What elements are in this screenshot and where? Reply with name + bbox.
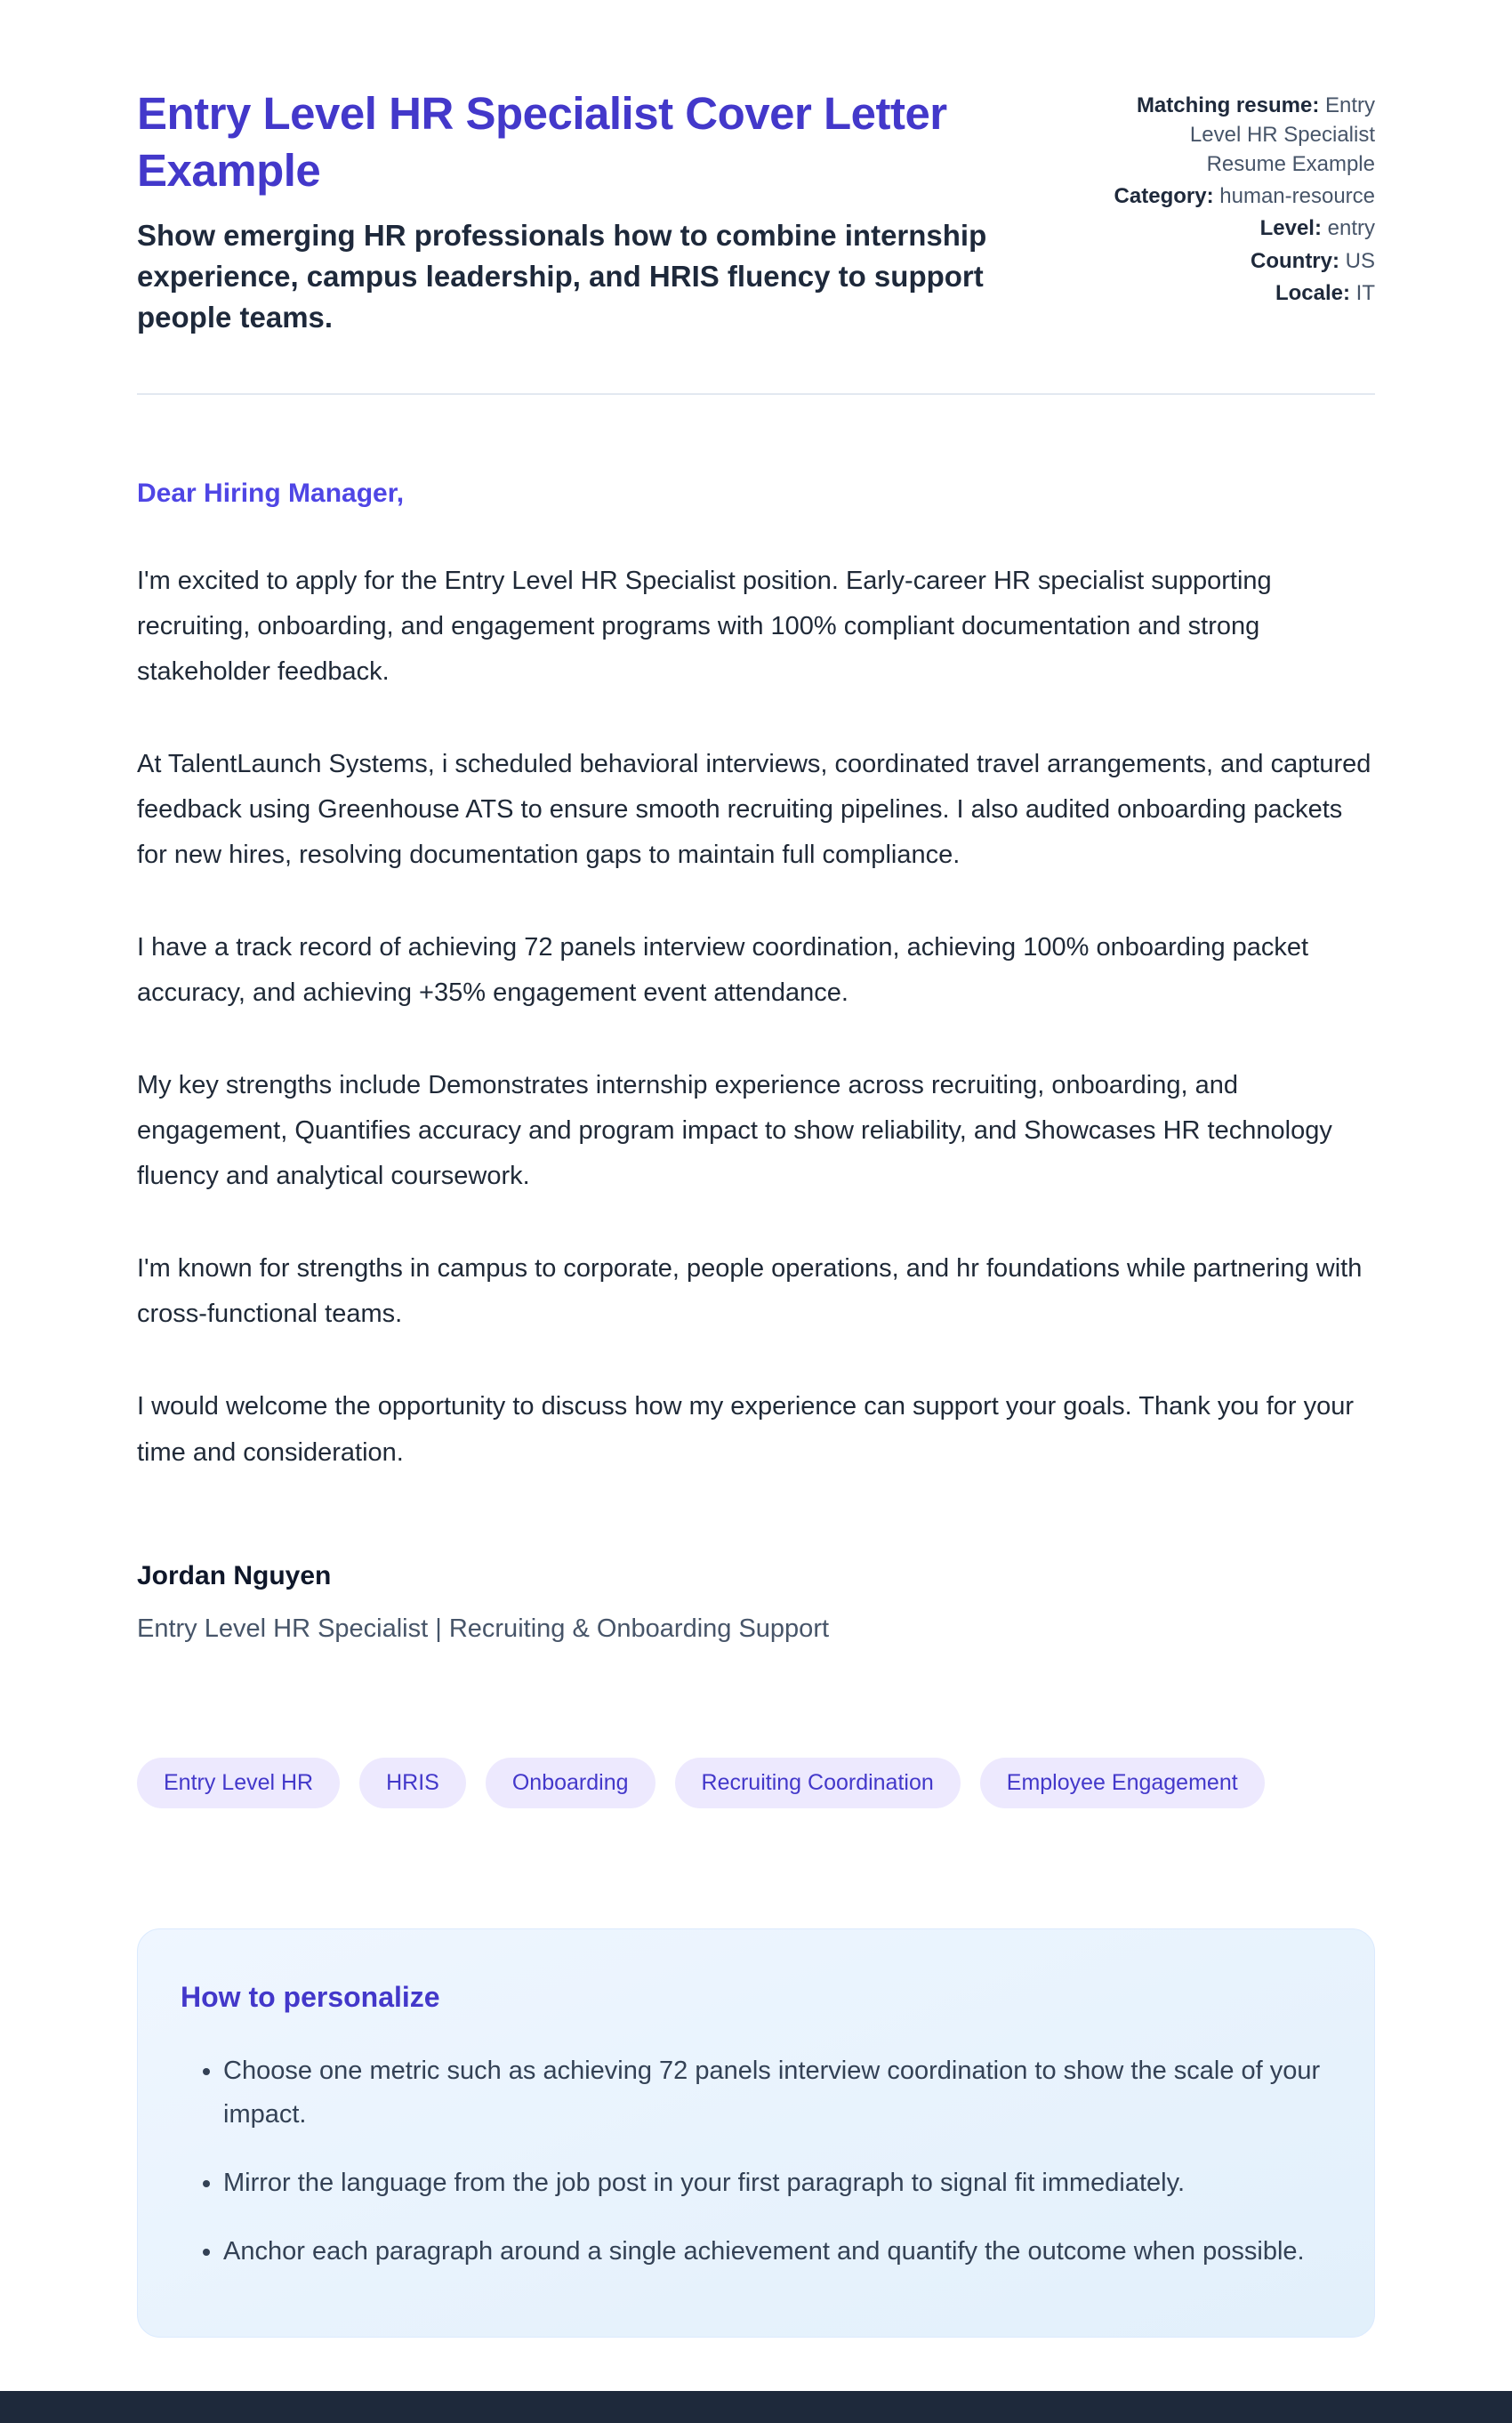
- tag-recruiting-coordination[interactable]: Recruiting Coordination: [675, 1758, 961, 1808]
- footer-bar: [0, 2391, 1512, 2423]
- meta-label: Country:: [1251, 248, 1339, 273]
- meta-value: IT: [1355, 280, 1375, 305]
- signature-block: [137, 1561, 1375, 1644]
- personalize-item: • Anchor each paragraph around a single achievement and quantify the outcome when possible.: [223, 2230, 1331, 2274]
- meta-label: Category:: [1114, 184, 1214, 209]
- letter-paragraph: I would welcome the opportunity to discuss how my experience can support your goals. Thank you for your time and consideration.: [137, 1392, 1355, 1467]
- page-title: Entry Level HR Specialist Cover Letter Example: [137, 88, 947, 196]
- meta-value: Entry Level HR Specialist Resume Example: [1189, 93, 1375, 177]
- meta-value: human-resource: [1219, 184, 1375, 209]
- signature-name: Jordan Nguyen: [137, 1560, 332, 1590]
- meta-item-matching-resume: [1113, 91, 1375, 179]
- meta-item-level: [1113, 213, 1375, 243]
- meta-value: entry: [1327, 216, 1375, 241]
- personalize-list: [181, 2049, 1331, 2274]
- meta-label: Locale:: [1275, 280, 1350, 305]
- header-text-block: [137, 85, 1035, 338]
- personalize-heading: How to personalize: [181, 1980, 440, 2013]
- tag-onboarding[interactable]: Onboarding: [486, 1758, 655, 1808]
- meta-label: Level:: [1259, 216, 1322, 241]
- tag-hris[interactable]: HRIS: [359, 1758, 466, 1808]
- meta-item-category: [1113, 181, 1375, 211]
- letter-paragraph: I'm excited to apply for the Entry Level HR Specialist position. Early-career HR specialist supporting recruiting, onboarding, and engagement programs with 100% compliant documentation and strong stakeholder feedback.: [137, 567, 1272, 687]
- meta-item-locale: [1113, 278, 1375, 308]
- meta-value: US: [1345, 248, 1375, 273]
- cover-letter-body: [137, 479, 1375, 1643]
- letter-paragraph: I'm known for strengths in campus to corporate, people operations, and hr foundations while partnering with cross-functional teams.: [137, 1254, 1363, 1329]
- letter-paragraph: At TalentLaunch Systems, i scheduled behavioral interviews, coordinated travel arrangements, and captured feedback using Greenhouse ATS to ensure smooth recruiting pipelines. I also audited onboarding packets for new hires, resolving documentation gaps to maintain full compliance.: [137, 750, 1371, 870]
- meta-panel: [1113, 85, 1375, 310]
- tag-entry-level-hr[interactable]: Entry Level HR: [137, 1758, 340, 1808]
- meta-item-country: [1113, 246, 1375, 276]
- page-subtitle: Show emerging HR professionals how to combine internship experience, campus leadership, and HRIS fluency to support people teams.: [137, 218, 987, 334]
- tag-list: [137, 1758, 1375, 1808]
- salutation: Dear Hiring Manager,: [137, 479, 405, 509]
- personalize-item: • Choose one metric such as achieving 72 panels interview coordination to show the scale of your impact.: [223, 2049, 1331, 2137]
- personalize-item: • Mirror the language from the job post in your first paragraph to signal fit immediately.: [223, 2161, 1331, 2205]
- meta-label: Matching resume:: [1136, 93, 1320, 117]
- header-divider: [137, 393, 1375, 395]
- signature-title: Entry Level HR Specialist | Recruiting & Onboarding Support: [137, 1614, 830, 1643]
- header: [137, 85, 1375, 338]
- tag-employee-engagement[interactable]: Employee Engagement: [980, 1758, 1265, 1808]
- content-column: [137, 0, 1375, 2338]
- letter-paragraph: I have a track record of achieving 72 panels interview coordination, achieving 100% onboarding packet accuracy, and achieving +35% engagement event attendance.: [137, 933, 1309, 1008]
- personalize-card: [137, 1928, 1375, 2338]
- letter-paragraph: My key strengths include Demonstrates internship experience across recruiting, onboarding, and engagement, Quantifies accuracy and program impact to show reliability, and Showcases HR technology fluency and analytical coursework.: [137, 1071, 1332, 1191]
